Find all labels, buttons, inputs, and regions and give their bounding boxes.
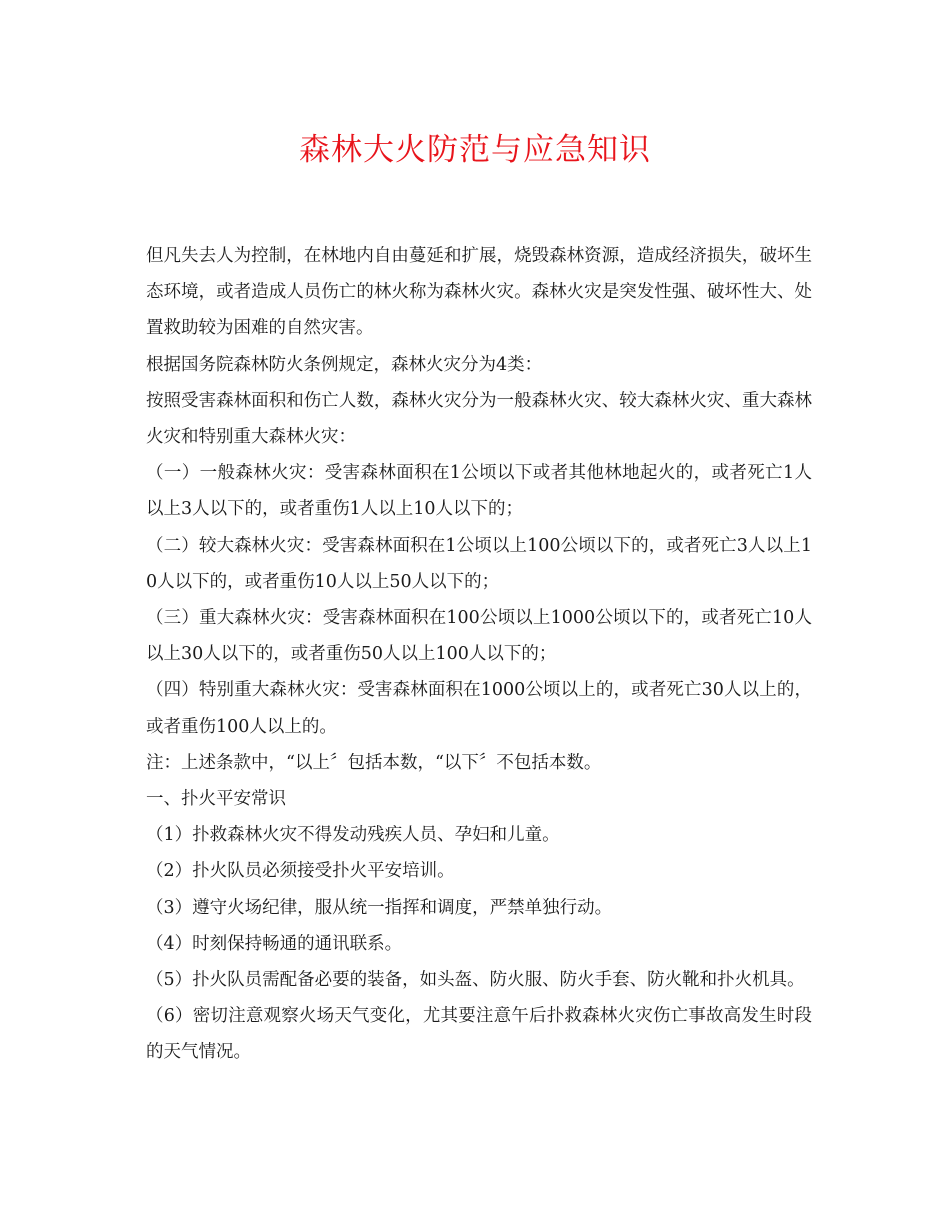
list-item-safety-3: （3）遵守火场纪律，服从统一指挥和调度，严禁单独行动。 [146, 897, 613, 918]
document-title: 森林大火防范与应急知识 [299, 132, 651, 168]
paragraph-category-larger: （二）较大森林火灾：受害森林面积在1公顷以上100公顷以下的，或者死亡3人以上10人以下的，或者重伤10人以上50人以下的； [146, 535, 812, 592]
section-heading-safety: 一、扑火平安常识 [146, 789, 286, 810]
paragraph-category-especially-major: （四）特别重大森林火灾：受害森林面积在1000公顷以上的，或者死亡30人以上的，或者重伤100人以上的。 [146, 680, 812, 737]
list-item-safety-4: （4）时刻保持畅通的通讯联系。 [146, 933, 403, 954]
list-item-safety-1: （1）扑救森林火灾不得发动残疾人员、孕妇和儿童。 [146, 825, 560, 846]
paragraph-category-major: （三）重大森林火灾：受害森林面积在100公顷以上1000公顷以下的，或者死亡10人以上30人以下的，或者重伤50人以上100人以下的； [146, 608, 812, 665]
list-item-safety-6: （6）密切注意观察火场天气变化，尤其要注意午后扑救森林火灾伤亡事故高发生时段的天气情况。 [146, 1006, 812, 1063]
document-body [146, 238, 812, 1071]
list-item-safety-2: （2）扑火队员必须接受扑火平安培训。 [146, 861, 455, 882]
paragraph-category-general: （一）一般森林火灾：受害森林面积在1公顷以下或者其他林地起火的，或者死亡1人以上3人以下的，或者重伤1人以上10人以下的； [146, 463, 812, 520]
paragraph-note: 注：上述条款中，“以上〞包括本数，“以下〞不包括本数。 [146, 752, 602, 773]
paragraph-definition: 但凡失去人为控制，在林地内自由蔓延和扩展，烧毁森林资源，造成经济损失，破坏生态环境，或者造成人员伤亡的林火称为森林火灾。森林火灾是突发性强、破坏性大、处置救助较为困难的自然灾害。 [146, 246, 812, 339]
paragraph-regulation: 根据国务院森林防火条例规定，森林火灾分为4类： [146, 354, 543, 375]
list-item-safety-5: （5）扑火队员需配备必要的装备，如头盔、防火服、防火手套、防火靴和扑火机具。 [146, 970, 805, 991]
paragraph-classification: 按照受害森林面积和伤亡人数，森林火灾分为一般森林火灾、较大森林火灾、重大森林火灾和特别重大森林火灾： [146, 390, 812, 448]
